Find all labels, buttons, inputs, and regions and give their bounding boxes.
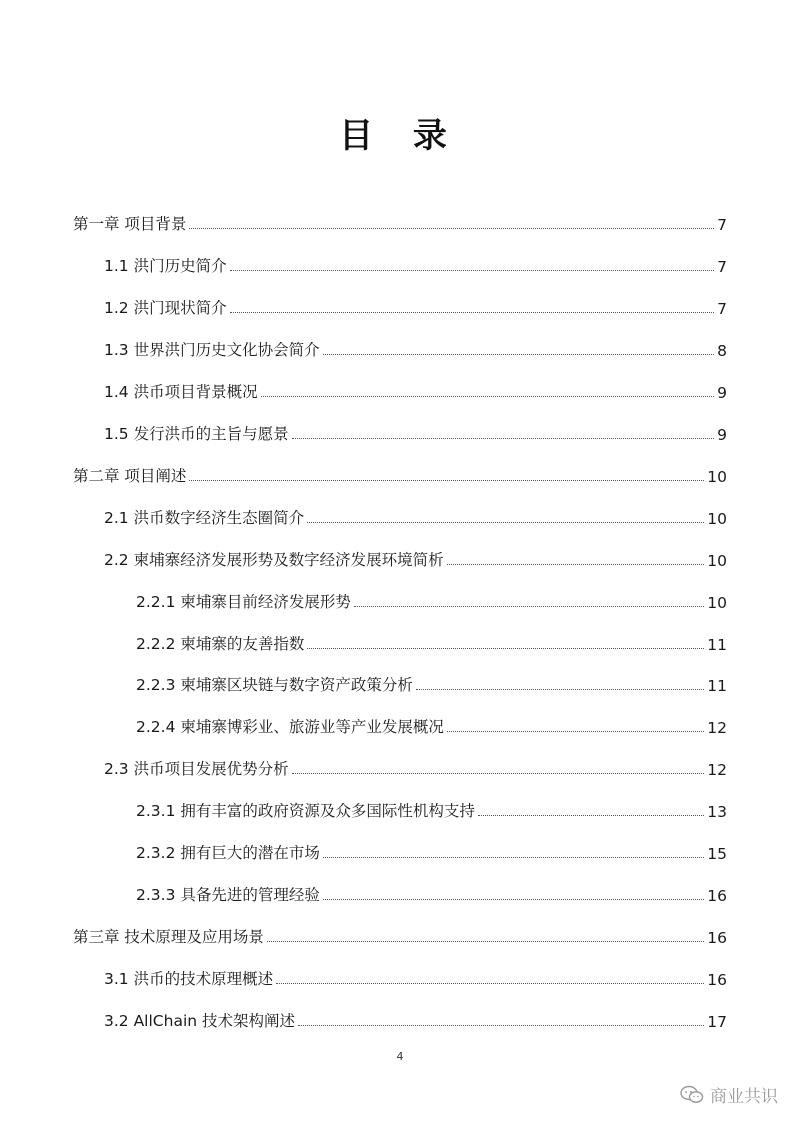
toc-entry-page: 8 — [717, 341, 727, 360]
watermark — [680, 1082, 778, 1107]
toc-entry — [104, 504, 727, 528]
toc-entry-label: 2.3.2 拥有巨大的潜在市场 — [136, 844, 320, 863]
toc-dot-leader — [478, 815, 704, 816]
toc-entry-page: 10 — [707, 593, 727, 612]
toc-dot-leader — [354, 606, 704, 607]
toc-dot-leader — [189, 480, 704, 481]
toc-entry-label: 1.1 洪门历史简介 — [104, 256, 227, 275]
toc-entry-label: 2.1 洪币数字经济生态圈简介 — [104, 508, 305, 527]
toc-entry — [136, 797, 727, 821]
toc-entry — [73, 923, 727, 947]
toc-entry-label: 2.2.1 柬埔寨目前经济发展形势 — [136, 592, 351, 611]
toc-entry-page: 16 — [707, 929, 727, 948]
toc-entry — [136, 839, 727, 863]
toc-entry — [136, 588, 727, 612]
toc-entry — [73, 462, 727, 486]
toc-entry-label: 2.2.3 柬埔寨区块链与数字资产政策分析 — [136, 676, 413, 695]
toc-entry — [136, 713, 727, 737]
toc-entry-page: 12 — [707, 719, 727, 738]
toc-entry — [104, 252, 727, 276]
toc-entry-label: 2.2.2 柬埔寨的友善指数 — [136, 634, 305, 653]
toc-dot-leader — [189, 228, 714, 229]
wechat-icon — [680, 1085, 704, 1105]
toc-entry-label: 2.3.1 拥有丰富的政府资源及众多国际性机构支持 — [136, 802, 475, 821]
toc-entry — [136, 630, 727, 654]
toc-entry — [104, 378, 727, 402]
toc-dot-leader — [416, 689, 704, 690]
toc-entry-page: 7 — [717, 257, 727, 276]
toc-entry — [104, 294, 727, 318]
toc-entry-page: 11 — [707, 677, 727, 696]
toc-dot-leader — [261, 396, 715, 397]
toc-entry-label: 2.3 洪币项目发展优势分析 — [104, 760, 289, 779]
toc-dot-leader — [292, 773, 705, 774]
toc-dot-leader — [323, 857, 704, 858]
toc-entry-label: 3.2 AllChain 技术架构阐述 — [104, 1012, 295, 1031]
page-number: 4 — [396, 1050, 404, 1063]
toc-entry-page: 16 — [707, 887, 727, 906]
toc-entry — [136, 671, 727, 695]
toc-entry-label: 2.3.3 具备先进的管理经验 — [136, 886, 320, 905]
toc-entry — [104, 420, 727, 444]
toc-dot-leader — [230, 270, 715, 271]
toc-dot-leader — [447, 564, 705, 565]
toc-dot-leader — [230, 312, 715, 313]
toc-entry-page: 9 — [717, 425, 727, 444]
toc-entry-page: 10 — [707, 467, 727, 486]
toc-entry-label: 第二章 项目阐述 — [73, 466, 187, 485]
toc-entry — [136, 881, 727, 905]
toc-entry-page: 10 — [707, 509, 727, 528]
toc-entry-label: 第一章 项目背景 — [73, 215, 187, 233]
toc-entry-page: 12 — [707, 761, 727, 780]
toc-entry-page: 7 — [717, 216, 727, 234]
toc-entry-label: 2.2 柬埔寨经济发展形势及数字经济发展环境简析 — [104, 550, 444, 569]
toc-dot-leader — [298, 1025, 704, 1026]
toc-entry — [104, 965, 727, 989]
toc-dot-leader — [323, 354, 715, 355]
toc-entry — [73, 210, 727, 234]
toc-entry — [104, 546, 727, 570]
toc-dot-leader — [276, 983, 704, 984]
toc-entry — [104, 755, 727, 779]
toc-entry-label: 1.3 世界洪门历史文化协会简介 — [104, 340, 320, 359]
toc-dot-leader — [292, 438, 715, 439]
page-title: 目 录 — [339, 116, 461, 156]
toc-entry-label: 1.4 洪币项目背景概况 — [104, 382, 258, 401]
toc-entry-page: 11 — [707, 635, 727, 654]
toc-entry-page: 16 — [707, 971, 727, 990]
toc-entry-page: 9 — [717, 383, 727, 402]
toc-entry-label: 2.2.4 柬埔寨博彩业、旅游业等产业发展概况 — [136, 718, 444, 737]
toc-dot-leader — [447, 731, 704, 732]
toc-entry-page: 15 — [707, 845, 727, 864]
toc-dot-leader — [323, 899, 704, 900]
toc-entry-label: 1.5 发行洪币的主旨与愿景 — [104, 424, 289, 443]
toc-entry-label: 第三章 技术原理及应用场景 — [73, 928, 264, 947]
toc-entry-page: 10 — [707, 551, 727, 570]
toc-entry-label: 3.1 洪币的技术原理概述 — [104, 970, 274, 989]
watermark-text: 商业共识 — [710, 1087, 778, 1107]
toc-entry-label: 1.2 洪门现状简介 — [104, 298, 227, 317]
toc-entry — [104, 336, 727, 360]
toc-dot-leader — [307, 522, 704, 523]
toc-entry — [104, 1007, 727, 1031]
toc-entry-page: 17 — [707, 1013, 727, 1032]
toc-dot-leader — [307, 648, 704, 649]
toc-dot-leader — [267, 941, 704, 942]
toc-entry-page: 7 — [717, 299, 727, 318]
toc-entry-page: 13 — [707, 803, 727, 822]
